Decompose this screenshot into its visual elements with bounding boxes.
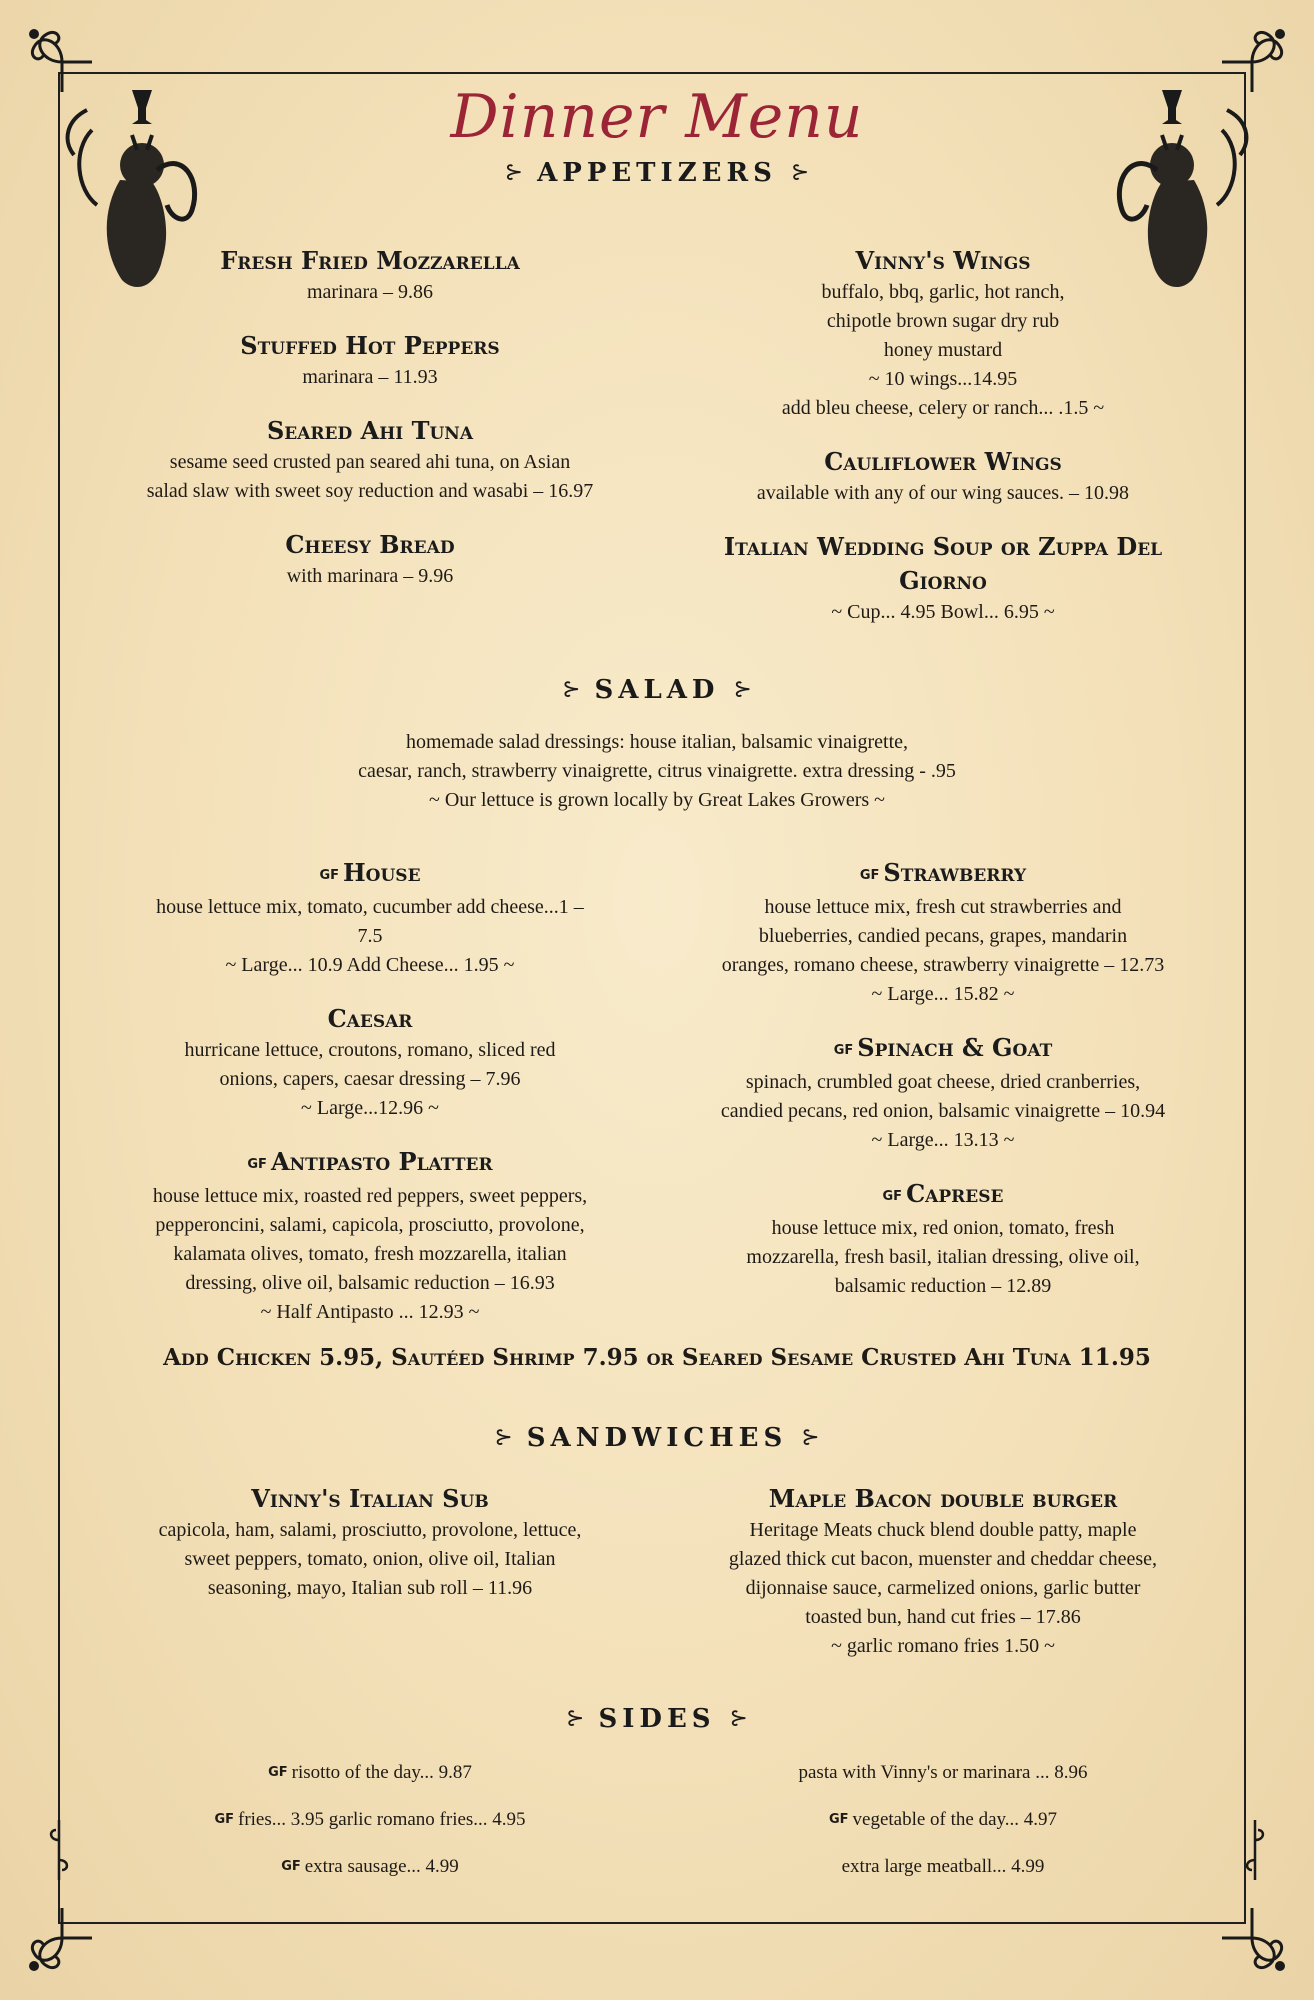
gluten-free-badge: GF (281, 1859, 301, 1874)
item-desc: ~ Large... 15.82 ~ (871, 983, 1015, 1005)
menu-item (118, 244, 622, 307)
corner-flourish-icon (22, 1898, 102, 1978)
ornament-icon: ⊱ (504, 160, 524, 185)
side-item: GF extra sausage... 4.99 (281, 1856, 459, 1877)
item-desc: house lettuce mix, fresh cut strawberries and (764, 896, 1122, 918)
gluten-free-badge: GF (247, 1157, 267, 1172)
item-desc: ~ Large... 10.9 Add Cheese... 1.95 ~ (225, 954, 515, 976)
ornament-icon: ⊱ (562, 677, 581, 702)
item-desc: kalamata olives, tomato, fresh mozzarella, italian (173, 1243, 567, 1265)
item-desc: dijonnaise sauce, carmelized onions, garlic butter (745, 1577, 1141, 1599)
item-desc: blueberries, candied pecans, grapes, mandarin (758, 925, 1128, 947)
item-desc: ~ Half Antipasto ... 12.93 ~ (260, 1301, 480, 1323)
item-desc: honey mustard (883, 339, 1003, 361)
menu-item (690, 1031, 1196, 1155)
item-name: GF Antipasto Platter (247, 1147, 493, 1176)
salad-right-column (690, 856, 1196, 1323)
item-desc: onions, capers, caesar dressing – 7.96 (219, 1068, 521, 1090)
ornament-icon: ⊱ (801, 1425, 820, 1450)
gluten-free-badge: GF (859, 868, 880, 883)
item-desc: add bleu cheese, celery or ranch... .1.5 ~ (781, 397, 1105, 419)
menu-item (118, 1002, 622, 1123)
section-heading-sides: ⊱ SIDES ⊱ (566, 1704, 748, 1734)
appetizers-right-column (690, 244, 1196, 649)
item-desc: seasoning, mayo, Italian sub roll – 11.96 (207, 1577, 533, 1599)
menu-item (690, 445, 1196, 508)
side-item: pasta with Vinny's or marinara ... 8.96 (798, 1762, 1088, 1783)
item-desc: ~ Large...12.96 ~ (301, 1097, 439, 1119)
item-desc: candied pecans, red onion, balsamic vinaigrette – 10.94 (720, 1100, 1166, 1122)
item-desc: sweet peppers, tomato, onion, olive oil, Italian (184, 1548, 556, 1570)
item-desc: mozzarella, fresh basil, italian dressing, olive oil, (746, 1246, 1140, 1268)
item-desc: available with any of our wing sauces. – 10.98 (756, 482, 1130, 504)
item-name: Maple Bacon double burger (768, 1484, 1118, 1513)
section-heading-appetizers: ⊱ APPETIZERS ⊱ (504, 158, 810, 188)
item-desc: Heritage Meats chuck blend double patty, maple (749, 1519, 1137, 1541)
item-name: GF Spinach & Goat (833, 1033, 1053, 1062)
gluten-free-badge: GF (268, 1765, 288, 1780)
salad-intro: homemade salad dressings: house italian, balsamic vinaigrette, caesar, ranch, strawberry vinaigrette, citrus vinaigrette. extra dressing - .95 ~ Our lettuce is grown locally by Great Lakes Growers ~ (358, 731, 956, 811)
gluten-free-badge: GF (833, 1043, 854, 1058)
appetizers-left-column (118, 244, 622, 613)
gluten-free-badge: GF (882, 1189, 903, 1204)
item-name: Cauliflower Wings (824, 447, 1062, 476)
item-name: Vinny's Wings (855, 246, 1031, 275)
item-name: Stuffed Hot Peppers (240, 331, 500, 360)
ornament-icon: ⊱ (790, 160, 810, 185)
section-heading-salad: ⊱ SALAD ⊱ (562, 675, 752, 705)
menu-item (118, 1145, 622, 1327)
gluten-free-badge: GF (319, 868, 339, 883)
corner-flourish-icon (1212, 1898, 1292, 1978)
item-name: GF Caprese (882, 1179, 1004, 1208)
item-desc: hurricane lettuce, croutons, romano, sliced red (184, 1039, 556, 1061)
item-desc: ~ 10 wings...14.95 (868, 368, 1018, 390)
item-desc: house lettuce mix, roasted red peppers, sweet peppers, (152, 1185, 588, 1207)
item-name: Seared Ahi Tuna (266, 416, 474, 445)
item-desc: ~ Large... 13.13 ~ (871, 1129, 1015, 1151)
menu-item (690, 856, 1196, 1009)
item-desc: balsamic reduction – 12.89 (834, 1275, 1052, 1297)
side-flourish-icon (44, 1820, 74, 1880)
menu-item (690, 1482, 1196, 1661)
item-desc: marinara – 11.93 (302, 366, 438, 388)
sides-right-column (690, 1758, 1196, 1899)
ornament-icon: ⊱ (729, 1706, 748, 1731)
menu-item (118, 856, 622, 980)
sandwiches-right-column (690, 1482, 1196, 1683)
menu-title: Dinner Menu (450, 82, 864, 152)
item-name: GF Strawberry (859, 858, 1027, 887)
item-desc: pepperoncini, salami, capicola, prosciutto, provolone, (155, 1214, 585, 1236)
item-name: Caesar (327, 1004, 413, 1033)
item-desc: ~ Cup... 4.95 Bowl... 6.95 ~ (831, 601, 1055, 623)
item-desc: buffalo, bbq, garlic, hot ranch, (821, 281, 1065, 303)
item-name: Cheesy Bread (285, 530, 455, 559)
item-name: Vinny's Italian Sub (251, 1484, 489, 1513)
sandwiches-left-column (118, 1482, 622, 1625)
item-name: Italian Wedding Soup or Zuppa Del Giorno (723, 532, 1163, 595)
item-desc: oranges, romano cheese, strawberry vinaigrette – 12.73 (721, 954, 1165, 976)
item-desc: house lettuce mix, tomato, cucumber add cheese...1 – (156, 896, 584, 918)
item-name: Fresh Fried Mozzarella (220, 246, 520, 275)
item-desc: marinara – 9.86 (306, 281, 434, 303)
side-item: GF vegetable of the day... 4.97 (828, 1809, 1058, 1830)
item-desc: toasted bun, hand cut fries – 17.86 (805, 1606, 1081, 1628)
menu-item (118, 528, 622, 591)
gluten-free-badge: GF (214, 1812, 234, 1827)
item-desc: house lettuce mix, red onion, tomato, fresh (771, 1217, 1115, 1239)
item-desc: with marinara – 9.96 (286, 565, 454, 587)
menu-item (118, 329, 622, 392)
menu-item (118, 414, 622, 506)
menu-item (690, 244, 1196, 423)
item-desc: dressing, olive oil, balsamic reduction – 16.93 (185, 1272, 555, 1294)
item-name: GF House (319, 858, 421, 887)
item-desc: spinach, crumbled goat cheese, dried cranberries, (745, 1071, 1141, 1093)
ornament-icon: ⊱ (733, 677, 752, 702)
item-desc: salad slaw with sweet soy reduction and wasabi – 16.97 (146, 480, 594, 502)
salad-left-column (118, 856, 622, 1349)
gluten-free-badge: GF (828, 1812, 849, 1827)
item-desc: glazed thick cut bacon, muenster and cheddar cheese, (728, 1548, 1158, 1570)
menu-item (690, 1177, 1196, 1301)
section-heading-sandwiches: ⊱ SANDWICHES ⊱ (494, 1423, 820, 1453)
side-item: extra large meatball... 4.99 (841, 1856, 1045, 1877)
menu-item (118, 1482, 622, 1603)
item-desc: ~ garlic romano fries 1.50 ~ (831, 1635, 1055, 1657)
ornament-icon: ⊱ (494, 1425, 513, 1450)
menu-item (690, 530, 1196, 627)
item-desc: sesame seed crusted pan seared ahi tuna, on Asian (169, 451, 571, 473)
side-flourish-icon (1240, 1820, 1270, 1880)
item-desc: capicola, ham, salami, prosciutto, provolone, lettuce, (158, 1519, 582, 1541)
sides-left-column (118, 1758, 622, 1899)
side-item: GF fries... 3.95 garlic romano fries... 4.95 (214, 1809, 526, 1830)
ornament-icon: ⊱ (566, 1706, 585, 1731)
salad-protein-addon: Add Chicken 5.95, Sautéed Shrimp 7.95 or Seared Sesame Crusted Ahi Tuna 11.95 (163, 1344, 1151, 1371)
side-item: GF risotto of the day... 9.87 (268, 1762, 472, 1783)
item-desc: chipotle brown sugar dry rub (826, 310, 1060, 332)
item-desc: 7.5 (357, 925, 383, 947)
